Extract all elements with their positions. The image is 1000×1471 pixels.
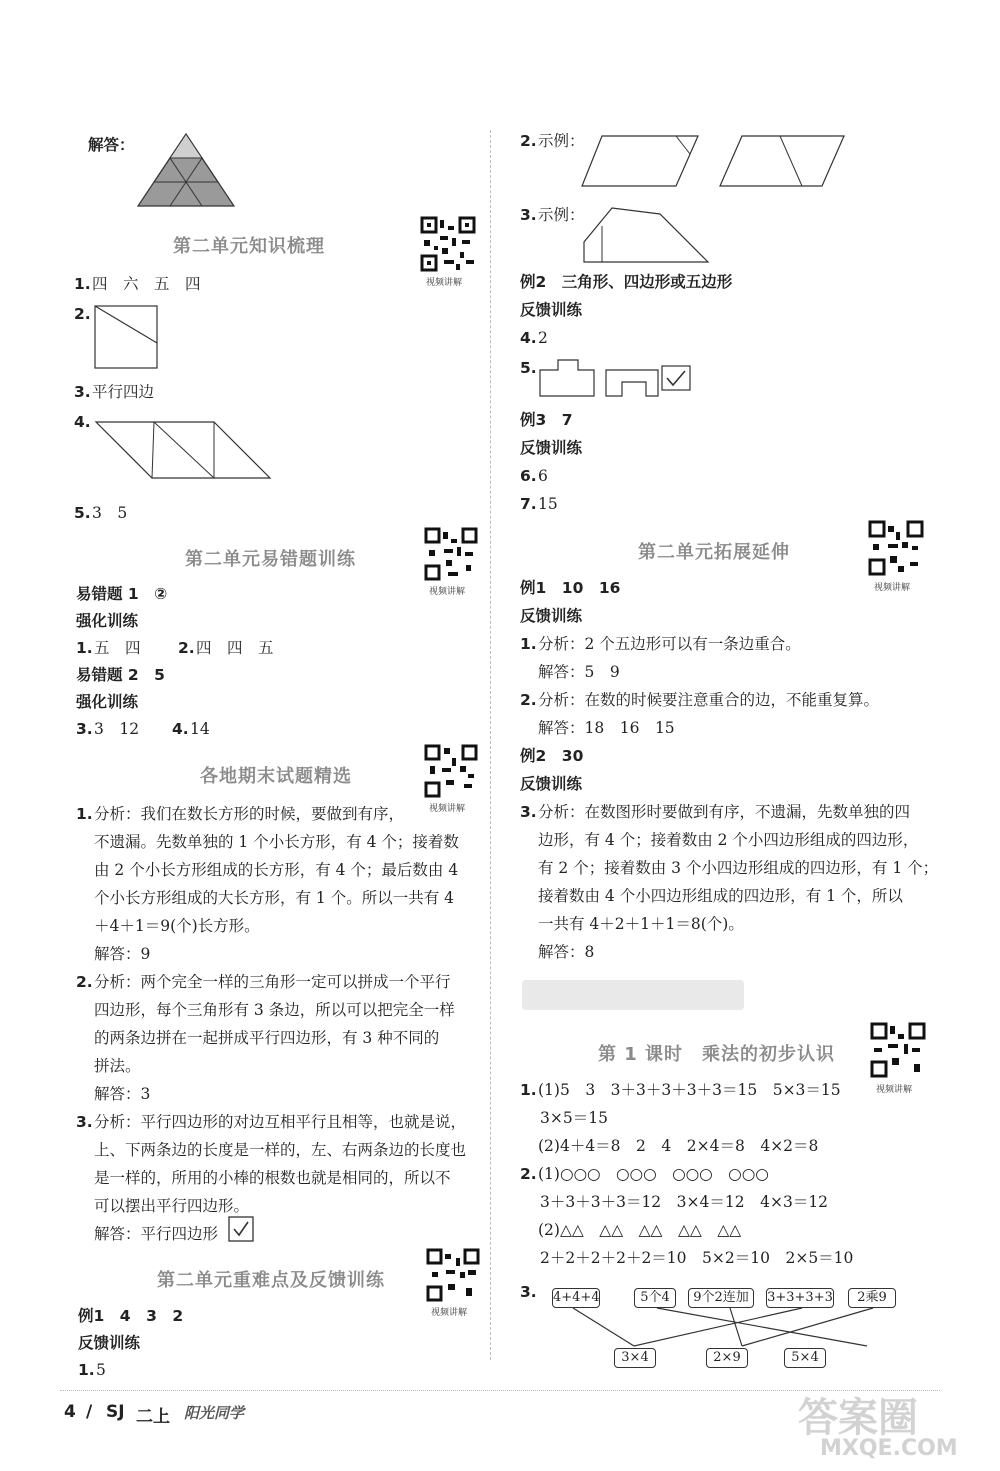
feedback-q1-num: 1. — [78, 1361, 95, 1379]
exam-q3-line4: 可以摆出平行四边形。 — [94, 1197, 250, 1215]
knowledge-q4-num: 4. — [74, 413, 91, 431]
extend-q3-num: 3. — [520, 803, 537, 821]
match-top-item: 2乘9 — [848, 1288, 896, 1308]
extend-q3-line5: 一共有 4＋2＋1＋1＝8(个)。 — [538, 915, 744, 933]
qr-caption: 视频讲解 — [874, 583, 911, 593]
triangle-figure — [136, 130, 236, 210]
right-q2-num: 2. — [520, 132, 537, 150]
section-title-key-points: 第二单元重难点及反馈训练 — [157, 1270, 385, 1291]
lesson-q1-num: 1. — [520, 1081, 537, 1099]
lesson-q2-line2: 3＋3＋3＋3＝12 3×4＝12 4×3＝12 — [540, 1193, 829, 1211]
match-top-item: 4+4+4 — [552, 1288, 600, 1308]
qr-code-icon[interactable] — [424, 527, 478, 581]
lesson-q2-num: 2. — [520, 1165, 537, 1183]
error-1-q2-text: 四 四 五 — [196, 639, 274, 657]
lesson-q1-line1: (1)5 3 3＋3＋3＋3＋3＝15 5×3＝15 — [538, 1081, 841, 1099]
feedback-training-label: 反馈训练 — [78, 1334, 141, 1352]
extend-q1-answer: 解答：5 9 — [538, 663, 620, 681]
parallelogram-triangles-figure — [94, 420, 274, 482]
knowledge-q5-text: 3 5 — [92, 504, 128, 522]
extend-q2-answer: 解答：18 16 15 — [538, 719, 675, 737]
footer-code: SJ — [106, 1402, 125, 1422]
parallelogram-example-2 — [718, 134, 846, 188]
exam-q3-line2: 上、下两条边的长度是一样的，左、右两条边的长度也 — [94, 1141, 467, 1159]
lesson-q1-line2: 3×5＝15 — [540, 1109, 608, 1127]
exam-q2-line1: 分析：两个完全一样的三角形一定可以拼成一个平行 — [94, 973, 451, 991]
qr-code-icon[interactable] — [426, 1248, 480, 1302]
match-bottom-item: 2×9 — [706, 1348, 748, 1368]
right-q3-text: 示例： — [538, 206, 585, 224]
qr-code-icon[interactable] — [868, 520, 924, 576]
extend-q1-num: 1. — [520, 635, 537, 653]
error-2-q3-num: 3. — [76, 720, 93, 738]
qr-caption: 视频讲解 — [429, 804, 466, 814]
exam-q3-num: 3. — [76, 1113, 93, 1131]
knowledge-q1-num: 1. — [74, 275, 91, 293]
parallelogram-example-1 — [580, 134, 700, 188]
qr-code-icon[interactable] — [420, 216, 476, 272]
extend-q3-line3: 有 2 个；接着数由 3 个小四边形组成的四边形，有 1 个； — [538, 859, 939, 877]
exam-q1-num: 1. — [76, 805, 93, 823]
exam-q2-answer: 解答：3 — [94, 1085, 151, 1103]
qr-caption: 视频讲解 — [876, 1085, 913, 1095]
error-item-2: 易错题 2 5 — [76, 666, 165, 684]
right-q4-num: 4. — [520, 329, 537, 347]
extend-q2-num: 2. — [520, 691, 537, 709]
error-1-q1-num: 1. — [76, 639, 93, 657]
exam-q1-line3: 由 2 个小长方形组成的长方形，有 4 个；最后数由 4 — [94, 861, 459, 879]
extend-q1-text: 分析：2 个五边形可以有一条边重合。 — [538, 635, 801, 653]
exam-q2-num: 2. — [76, 973, 93, 991]
lesson-q3-num: 3. — [520, 1283, 537, 1301]
knowledge-q2-num: 2. — [74, 305, 91, 323]
extend-q3-line4: 接着数由 4 个小四边形组成的四边形，有 1 个，所以 — [538, 887, 903, 905]
section-title-extension: 第二单元拓展延伸 — [638, 542, 790, 563]
exam-q1-line5: ＋4＋1＝9(个)长方形。 — [94, 917, 260, 935]
watermark-logo: 答案圈 — [798, 1395, 918, 1441]
section-title-exams: 各地期末试题精选 — [200, 766, 352, 787]
qr-caption: 视频讲解 — [431, 1308, 468, 1318]
lesson-q1-line3: (2)4＋4＝8 2 4 2×4＝8 4×2＝8 — [538, 1137, 819, 1155]
example-2-extend: 例2 30 — [520, 747, 584, 765]
section-title-knowledge: 第二单元知识梳理 — [173, 236, 325, 257]
exam-q3-line3: 是一样的，所用的小棒的根数也就是相同的，所以不 — [94, 1169, 451, 1187]
exam-q3-answer: 解答：平行四边形 — [94, 1225, 219, 1243]
check-icon — [228, 1216, 254, 1242]
right-q2-text: 示例： — [538, 132, 585, 150]
column-divider — [490, 130, 491, 1360]
example-1: 例1 4 3 2 — [78, 1307, 184, 1325]
right-q6-num: 6. — [520, 467, 537, 485]
section-title-lesson: 第 1 课时 乘法的初步认识 — [598, 1044, 836, 1065]
right-q5-num: 5. — [520, 359, 537, 377]
feedback-training-label: 反馈训练 — [520, 607, 583, 625]
error-item-1: 易错题 1 ② — [76, 585, 168, 603]
knowledge-q3-num: 3. — [74, 383, 91, 401]
lesson-q2-line3: (2)△△ △△ △△ △△ △△ — [538, 1221, 742, 1239]
error-2-q3-text: 3 12 — [94, 720, 140, 738]
error-2-q4-text: 14 — [190, 720, 210, 738]
feedback-q1-text: 5 — [96, 1361, 106, 1379]
error-2-q4-num: 4. — [172, 720, 189, 738]
qr-caption: 视频讲解 — [429, 587, 466, 597]
lesson-q2-line1: (1)○○○ ○○○ ○○○ ○○○ — [538, 1165, 769, 1183]
page-number: 4 — [64, 1402, 76, 1422]
exam-q2-line3: 的两条边拼在一起拼成平行四边形，有 3 种不同的 — [94, 1029, 440, 1047]
extend-q3-line1: 分析：在数图形时要做到有序，不遗漏，先数单独的四 — [538, 803, 911, 821]
error-1-training: 强化训练 — [76, 612, 139, 630]
exam-q2-line4: 拼法。 — [94, 1057, 141, 1075]
right-q7-text: 15 — [538, 495, 558, 513]
feedback-training-label: 反馈训练 — [520, 439, 583, 457]
extend-q2-text: 分析：在数的时候要注意重合的边，不能重复算。 — [538, 691, 880, 709]
error-1-q1-text: 五 四 — [94, 639, 141, 657]
error-2-training: 强化训练 — [76, 693, 139, 711]
example-2-shapes: 例2 三角形、四边形或五边形 — [520, 273, 733, 291]
match-top-item: 9个2连加 — [688, 1288, 754, 1308]
error-1-q2-num: 2. — [178, 639, 195, 657]
exam-q1-line1: 分析：我们在数长方形的时候，要做到有序， — [94, 805, 405, 823]
qr-code-icon[interactable] — [870, 1022, 926, 1078]
footer-grade: 二上 — [136, 1407, 170, 1427]
lesson-q2-line4: 2＋2＋2＋2＋2＝10 5×2＝10 2×5＝10 — [540, 1249, 854, 1267]
extend-q3-line2: 边形，有 4 个；接着数由 2 个小四边形组成的四边形， — [538, 831, 919, 849]
feedback-training-label: 反馈训练 — [520, 301, 583, 319]
match-bottom-item: 3×4 — [614, 1348, 656, 1368]
example-1-extend: 例1 10 16 — [520, 579, 621, 597]
exam-q2-line2: 四边形，每个三角形有 3 条边，所以可以把完全一样 — [94, 1001, 455, 1019]
footer-brand: 阳光同学 — [184, 1404, 245, 1422]
square-diagonal-figure — [94, 305, 158, 369]
unit-banner — [522, 980, 744, 1010]
knowledge-q3-text: 平行四边 — [92, 383, 155, 401]
exam-q3-line1: 分析：平行四边形的对边互相平行且相等，也就是说， — [94, 1113, 467, 1131]
example-3: 例3 7 — [520, 411, 573, 429]
right-q6-text: 6 — [538, 467, 548, 485]
exam-q1-line4: 个小长方形组成的大长方形，有 1 个。所以一共有 4 — [94, 889, 455, 907]
footer-slash: / — [86, 1402, 93, 1422]
qr-caption: 视频讲解 — [426, 278, 463, 288]
right-q4-text: 2 — [538, 329, 548, 347]
knowledge-q1-text: 四 六 五 四 — [92, 275, 201, 293]
match-top-item: 3+3+3+3 — [766, 1288, 834, 1308]
answer-label: 解答： — [88, 136, 135, 154]
exam-q1-answer: 解答：9 — [94, 945, 151, 963]
match-top-item: 5个4 — [634, 1288, 676, 1308]
shape-options-figure — [538, 356, 698, 398]
qr-code-icon[interactable] — [424, 744, 478, 798]
match-bottom-item: 5×4 — [784, 1348, 826, 1368]
section-title-errors: 第二单元易错题训练 — [185, 549, 356, 570]
knowledge-q5-num: 5. — [74, 504, 91, 522]
right-q7-num: 7. — [520, 495, 537, 513]
extend-q3-answer: 解答：8 — [538, 943, 595, 961]
exam-q1-line2: 不遗漏。先数单独的 1 个小长方形，有 4 个；接着数 — [94, 833, 459, 851]
feedback-training-label: 反馈训练 — [520, 775, 583, 793]
pentagon-example — [582, 206, 712, 264]
right-q3-num: 3. — [520, 206, 537, 224]
watermark-url: MXQE.COM — [820, 1436, 958, 1461]
